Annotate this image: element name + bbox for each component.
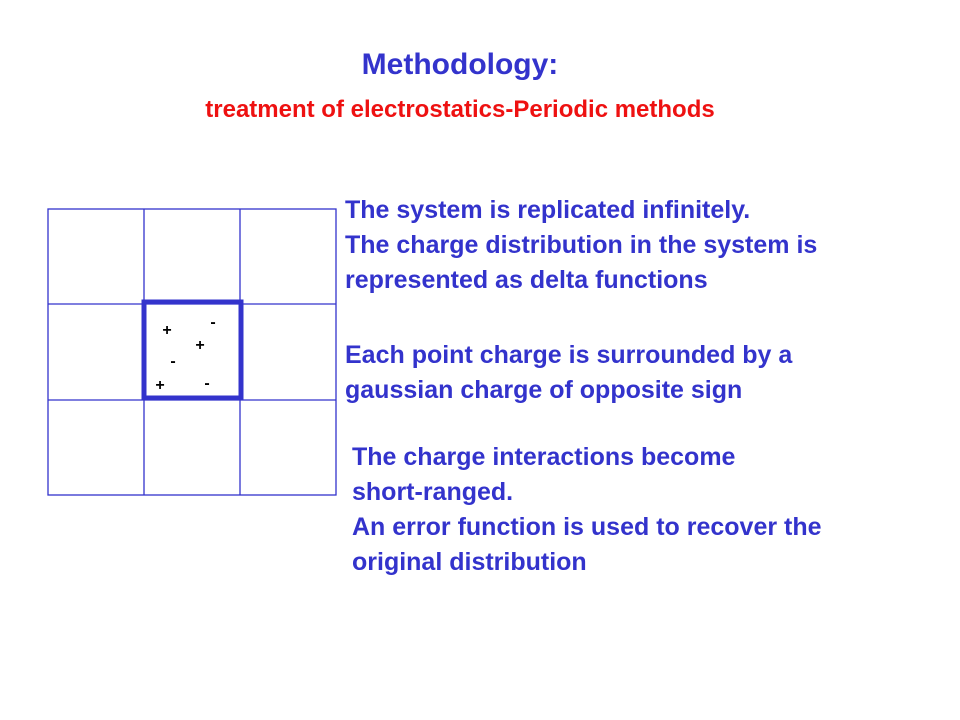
paragraph-gaussian — [345, 338, 792, 408]
paragraph-line: Each point charge is surrounded by a — [345, 341, 793, 369]
paragraph-line: original distribution — [352, 548, 587, 576]
paragraph-line: gaussian charge of opposite sign — [345, 376, 743, 404]
charge-minus: - — [204, 375, 210, 392]
charge-plus: + — [155, 377, 165, 394]
grid-outer-border — [48, 209, 336, 495]
paragraph-replication — [345, 193, 817, 298]
charge-minus: - — [210, 314, 216, 331]
charge-plus: + — [195, 337, 205, 354]
paragraph-line: The charge interactions become — [352, 443, 736, 471]
paragraph-line: The charge distribution in the system is — [345, 231, 818, 259]
charge-minus: - — [170, 353, 176, 370]
slide-subtitle: treatment of electrostatics-Periodic methods — [205, 96, 715, 123]
paragraph-short-range — [352, 440, 822, 580]
paragraph-line: The system is replicated infinitely. — [345, 196, 751, 224]
slide-title: Methodology: — [361, 48, 559, 81]
charge-plus: + — [162, 322, 172, 339]
paragraph-line: An error function is used to recover the — [352, 513, 822, 541]
paragraph-line: short-ranged. — [352, 478, 514, 506]
paragraph-line: represented as delta functions — [345, 266, 708, 294]
